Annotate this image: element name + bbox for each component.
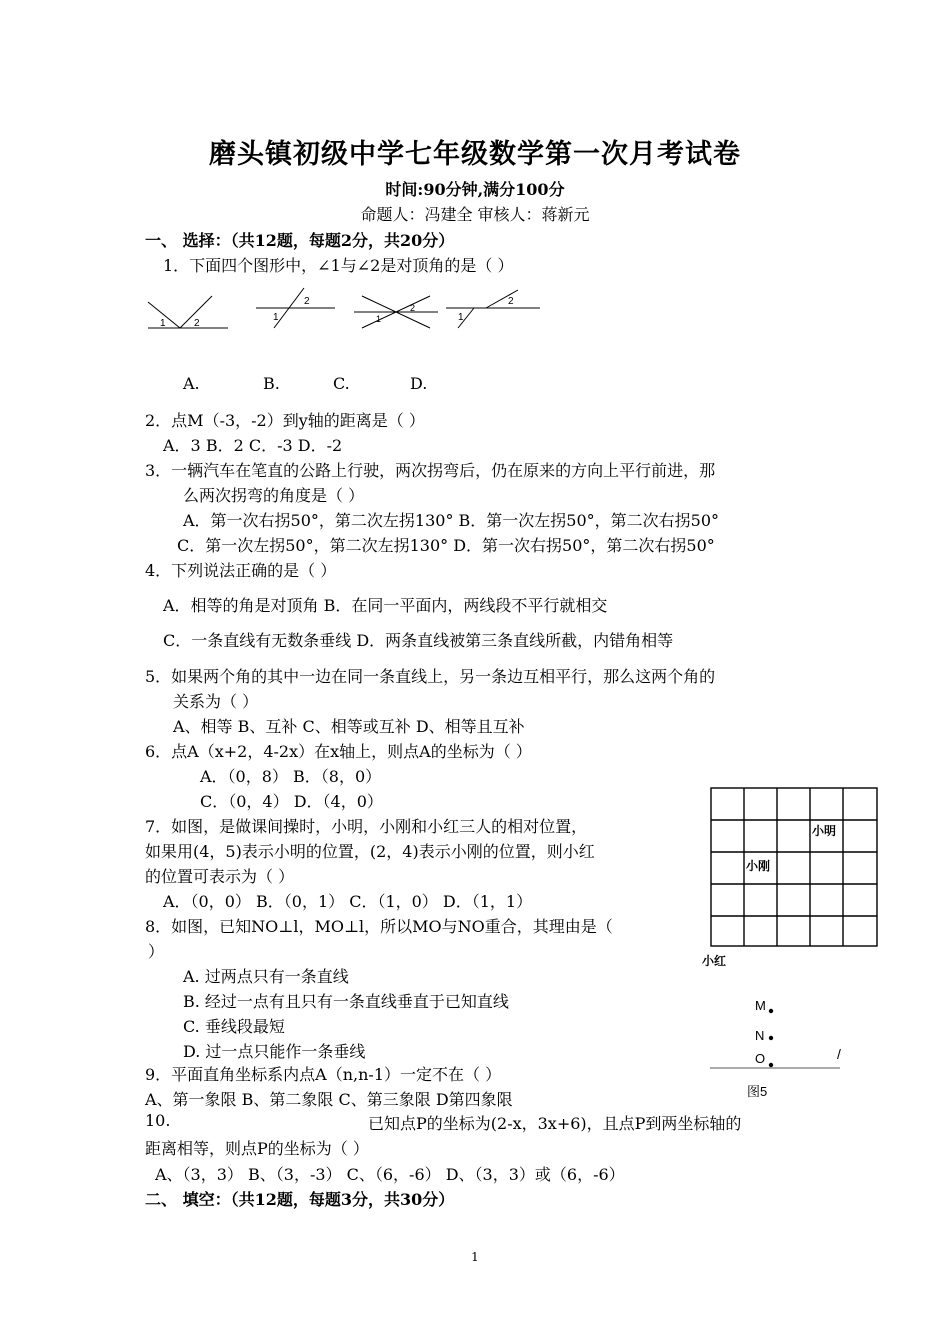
- q1-figure-d: [446, 290, 540, 328]
- q1-option-b: B.: [263, 374, 280, 393]
- q1-figure-a: [148, 296, 228, 329]
- svg-text:1: 1: [458, 312, 464, 323]
- label-xiaohong: 小红: [702, 954, 727, 968]
- question-7-stem-line1: 7．如图，是做课间操时，小明，小刚和小红三人的相对位置，: [145, 817, 588, 836]
- svg-text:2: 2: [508, 296, 514, 307]
- question-10-options: A、（3，3） B、（3，-3） C、（6，-6） D、（3，3）或（6，-6）: [155, 1165, 625, 1184]
- q1-option-d: D.: [410, 374, 428, 393]
- label-xiaoming: 小明: [812, 824, 837, 838]
- question-6-stem: 6．点A（x+2，4-2x）在x轴上，则点A的坐标为（ ）: [145, 742, 532, 761]
- label-o: O: [755, 1051, 766, 1066]
- question-8-stem-line2: ）: [148, 942, 165, 961]
- svg-text:2: 2: [194, 318, 200, 329]
- svg-text:1: 1: [273, 312, 279, 323]
- question-4-options-ab: A．相等的角是对顶角 B．在同一平面内，两线段不平行就相交: [163, 596, 608, 615]
- q1-figure-b: [256, 288, 335, 328]
- question-2-options: A．3 B．2 C．-3 D．-2: [163, 436, 343, 455]
- label-n: N: [755, 1028, 765, 1043]
- question-10-stem-line1: 已知点P的坐标为(2-x，3x+6)，且点P到两坐标轴的: [368, 1114, 742, 1133]
- question-7-stem-line3: 的位置可表示为（ ）: [145, 867, 295, 886]
- label-xiaogang: 小刚: [746, 859, 771, 873]
- question-8-option-c: C. 垂线段最短: [183, 1017, 285, 1036]
- section-heading-fill-in: 二、 填空：（共12题，每题3分，共30分）: [145, 1190, 455, 1209]
- q1-option-a: A.: [183, 374, 200, 393]
- question-3-options-ab: A．第一次右拐50°，第二次左拐130° B．第一次左拐50°，第二次右拐50°: [183, 511, 720, 530]
- question-1-stem: 1．下面四个图形中，∠1与∠2是对顶角的是（ ）: [163, 256, 514, 275]
- q8-figure-5: [700, 985, 870, 1105]
- q1-figure-c: [354, 296, 438, 328]
- label-m: M: [755, 998, 766, 1013]
- q1-angle-figures: [140, 282, 550, 342]
- question-9-options: A、第一象限 B、第二象限 C、第三象限 D第四象限: [145, 1090, 513, 1109]
- question-8-option-a: A. 过两点只有一条直线: [183, 967, 349, 986]
- point-n-dot: [769, 1036, 773, 1040]
- question-8-option-b: B. 经过一点有且只有一条直线垂直于已知直线: [183, 992, 509, 1011]
- question-9-stem: 9．平面直角坐标系内点A（n,n-1）一定不在（ ）: [145, 1065, 502, 1084]
- figure-5-caption: 图5: [747, 1084, 768, 1099]
- question-7-stem-line2: 如果用(4，5)表示小明的位置，(2，4)表示小刚的位置，则小红: [145, 842, 595, 861]
- svg-text:2: 2: [304, 296, 310, 307]
- question-10-stem-line2: 距离相等，则点P的坐标为（ ）: [145, 1139, 369, 1158]
- label-line-l: /: [837, 1046, 841, 1062]
- question-2-stem: 2．点M（-3，-2）到y轴的距离是（ ）: [145, 411, 425, 430]
- exam-time-info: 时间:90分钟,满分100分: [385, 180, 565, 199]
- question-7-options: A．（0，0） B．（0，1） C．（1，0） D．（1，1）: [163, 892, 533, 911]
- svg-text:2: 2: [410, 303, 416, 313]
- exam-authors: 命题人：冯建全 审核人：蒋新元: [360, 205, 590, 224]
- q1-option-c: C.: [333, 374, 350, 393]
- section-heading-choice: 一、 选择：（共12题，每题2分，共20分）: [145, 231, 455, 250]
- question-5-options: A、相等 B、互补 C、相等或互补 D、相等且互补: [173, 717, 525, 736]
- question-4-options-cd: C．一条直线有无数条垂线 D．两条直线被第三条直线所截，内错角相等: [163, 631, 674, 650]
- question-3-options-cd: C．第一次左拐50°，第二次左拐130° D．第一次右拐50°，第二次右拐50°: [177, 536, 715, 555]
- question-3-stem-line2: 么两次拐弯的角度是（ ）: [183, 486, 365, 505]
- page-number: 1: [471, 1250, 479, 1264]
- point-m-dot: [769, 1009, 773, 1013]
- svg-text:1: 1: [376, 314, 382, 324]
- point-o-dot: [769, 1063, 773, 1067]
- question-5-stem-line2: 关系为（ ）: [173, 692, 259, 711]
- question-6-options-ab: A．（0，8） B．（8，0）: [200, 767, 382, 786]
- svg-text:1: 1: [160, 318, 166, 329]
- question-4-stem: 4．下列说法正确的是（ ）: [145, 561, 337, 580]
- q7-position-grid-figure: [700, 780, 885, 970]
- question-3-stem-line1: 3．一辆汽车在笔直的公路上行驶，两次拐弯后，仍在原来的方向上平行前进，那: [145, 461, 716, 480]
- page-title: 磨头镇初级中学七年级数学第一次月考试卷: [209, 139, 741, 170]
- question-6-options-cd: C．（0，4） D．（4，0）: [200, 792, 383, 811]
- question-8-option-d: D. 过一点只能作一条垂线: [183, 1042, 366, 1061]
- question-10-number: 10.: [145, 1111, 171, 1130]
- question-8-stem-line1: 8．如图，已知NO⊥l，MO⊥l，所以MO与NO重合，其理由是（: [145, 917, 613, 936]
- question-5-stem-line1: 5．如果两个角的其中一边在同一条直线上，另一条边互相平行，那么这两个角的: [145, 667, 716, 686]
